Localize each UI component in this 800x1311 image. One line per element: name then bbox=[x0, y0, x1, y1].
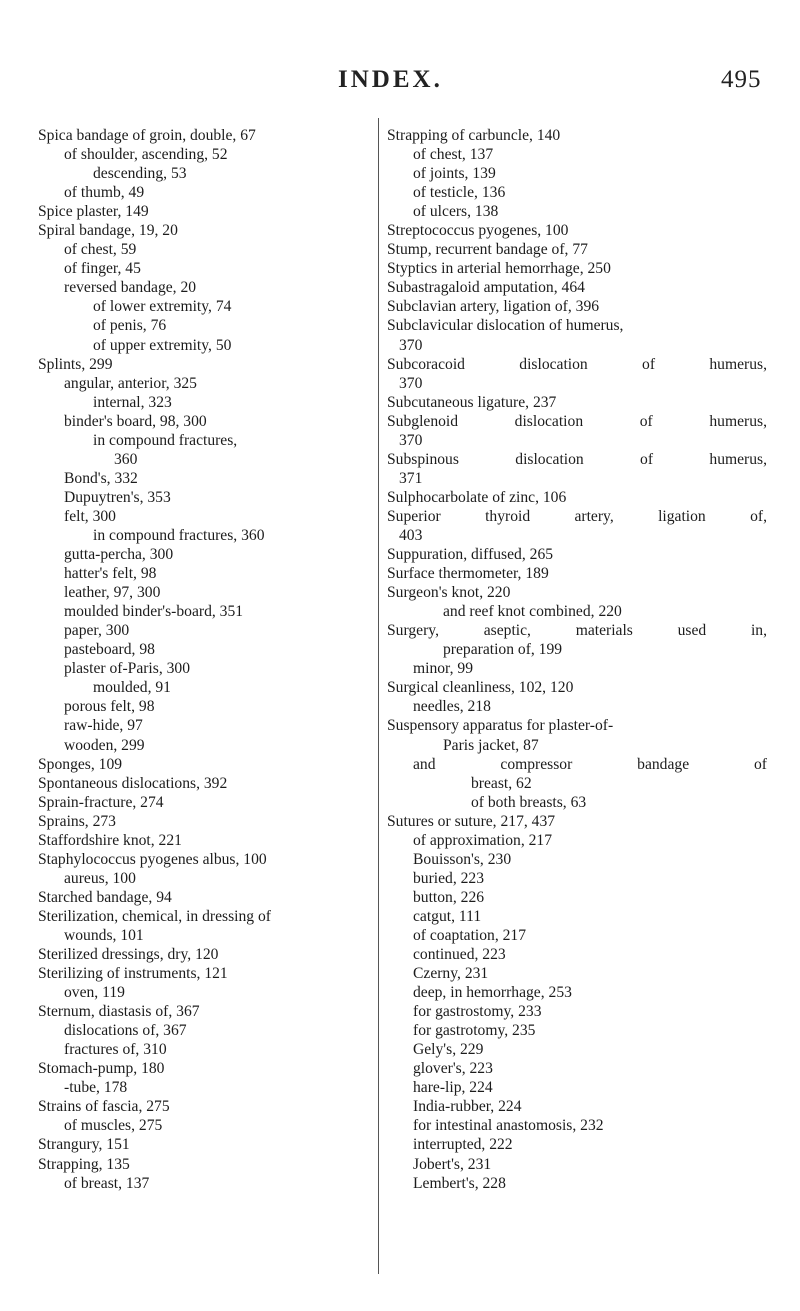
index-entry: Stump, recurrent bandage of, 77 bbox=[387, 241, 588, 259]
index-entry: of upper extremity, 50 bbox=[93, 336, 232, 354]
index-entry: Bond's, 332 bbox=[64, 469, 138, 487]
index-entry: Sprains, 273 bbox=[38, 812, 116, 830]
index-entry: reversed bandage, 20 bbox=[64, 279, 197, 297]
index-entry: paper, 300 bbox=[64, 622, 130, 640]
index-entry: Spice plaster, 149 bbox=[38, 203, 149, 221]
index-entry: Czerny, 231 bbox=[413, 965, 489, 983]
index-entry: Gely's, 229 bbox=[413, 1041, 484, 1059]
index-entry: glover's, 223 bbox=[413, 1060, 493, 1078]
index-entry: India-rubber, 224 bbox=[413, 1098, 522, 1116]
index-entry: Subclavian artery, ligation of, 396 bbox=[387, 298, 600, 316]
index-entry: in compound fractures, 360 bbox=[93, 526, 265, 544]
index-entry: Splints, 299 bbox=[38, 355, 113, 373]
index-entry: dislocations of, 367 bbox=[64, 1022, 187, 1040]
index-entry: descending, 53 bbox=[93, 165, 187, 183]
index-entry: oven, 119 bbox=[64, 984, 125, 1002]
index-entry: Subastragaloid amputation, 464 bbox=[387, 279, 585, 297]
index-entry: wounds, 101 bbox=[64, 926, 144, 944]
index-entry: Strapping of carbuncle, 140 bbox=[387, 127, 561, 144]
index-entry: plaster of-Paris, 300 bbox=[64, 660, 191, 678]
index-entry: -tube, 178 bbox=[64, 1079, 128, 1097]
index-entry: felt, 300 bbox=[64, 507, 116, 525]
index-entry: interrupted, 222 bbox=[413, 1136, 513, 1154]
index-entry: Sterilized dressings, dry, 120 bbox=[38, 946, 219, 964]
index-entry: 370 bbox=[399, 431, 423, 449]
index-entry: aureus, 100 bbox=[64, 869, 136, 887]
index-entry: Surgical cleanliness, 102, 120 bbox=[387, 679, 574, 697]
index-entry: Staphylococcus pyogenes albus, 100 bbox=[38, 850, 267, 868]
index-entry: Bouisson's, 230 bbox=[413, 850, 512, 868]
index-entry: Paris jacket, 87 bbox=[443, 736, 539, 754]
index-entry: Subspinous dislocation of humerus, bbox=[387, 450, 767, 468]
index-entry: Suspensory apparatus for plaster-of- bbox=[387, 717, 614, 735]
index-entry: of muscles, 275 bbox=[64, 1117, 163, 1135]
page-number: 495 bbox=[721, 66, 762, 93]
index-entry: Lembert's, 228 bbox=[413, 1174, 506, 1192]
index-entry: hatter's felt, 98 bbox=[64, 565, 157, 583]
index-entry: 360 bbox=[114, 450, 138, 468]
index-entry: pasteboard, 98 bbox=[64, 641, 155, 659]
index-entry: angular, anterior, 325 bbox=[64, 374, 197, 392]
index-entry: of testicle, 136 bbox=[413, 184, 506, 202]
index-entry: preparation of, 199 bbox=[443, 641, 563, 659]
index-entry: and compressor bandage of bbox=[413, 755, 767, 773]
index-entry: of breast, 137 bbox=[64, 1174, 150, 1192]
index-entry: Spontaneous dislocations, 392 bbox=[38, 774, 228, 792]
index-entry: wooden, 299 bbox=[64, 736, 145, 754]
index-entry: Subclavicular dislocation of humerus, bbox=[387, 317, 624, 335]
index-entry: buried, 223 bbox=[413, 869, 485, 887]
index-entry: of ulcers, 138 bbox=[413, 203, 499, 221]
index-entry: Suppuration, diffused, 265 bbox=[387, 546, 554, 564]
index-entry: minor, 99 bbox=[413, 660, 474, 678]
index-entry: Spiral bandage, 19, 20 bbox=[38, 222, 178, 240]
index-entry: Strapping, 135 bbox=[38, 1155, 130, 1173]
index-entry: raw-hide, 97 bbox=[64, 717, 143, 735]
index-entry: 403 bbox=[399, 526, 423, 544]
index-entry: Subglenoid dislocation of humerus, bbox=[387, 412, 767, 430]
index-entry: Sponges, 109 bbox=[38, 755, 123, 773]
index-entry: Dupuytren's, 353 bbox=[64, 488, 171, 506]
index-entry: for intestinal anastomosis, 232 bbox=[413, 1117, 604, 1135]
index-entry: hare-lip, 224 bbox=[413, 1079, 493, 1097]
index-entry: 371 bbox=[399, 469, 423, 487]
index-entry: of coaptation, 217 bbox=[413, 926, 527, 944]
index-entry: leather, 97, 300 bbox=[64, 584, 161, 602]
index-entry: Sterilization, chemical, in dressing of bbox=[38, 907, 271, 925]
index-entry: in compound fractures, bbox=[93, 431, 238, 449]
index-entry: continued, 223 bbox=[413, 946, 506, 964]
index-entry: Sprain-fracture, 274 bbox=[38, 793, 164, 811]
index-entry: Sternum, diastasis of, 367 bbox=[38, 1003, 200, 1021]
index-entry: Surgeon's knot, 220 bbox=[387, 584, 511, 602]
index-entry: of finger, 45 bbox=[64, 260, 141, 278]
index-entry: internal, 323 bbox=[93, 393, 172, 411]
index-entry: Sutures or suture, 217, 437 bbox=[387, 812, 556, 830]
index-entry: for gastrotomy, 235 bbox=[413, 1022, 536, 1040]
index-entry: Subcutaneous ligature, 237 bbox=[387, 393, 557, 411]
index-entry: catgut, 111 bbox=[413, 907, 482, 925]
index-entry: Styptics in arterial hemorrhage, 250 bbox=[387, 260, 611, 278]
index-entry: 370 bbox=[399, 374, 423, 392]
page-header bbox=[0, 66, 800, 96]
index-entry: button, 226 bbox=[413, 888, 485, 906]
index-entry: of chest, 137 bbox=[413, 146, 494, 164]
index-column-left bbox=[38, 126, 368, 1193]
index-entry: Subcoracoid dislocation of humerus, bbox=[387, 355, 767, 373]
index-entry: Sulphocarbolate of zinc, 106 bbox=[387, 488, 567, 506]
index-entry: of joints, 139 bbox=[413, 165, 496, 183]
index-entry: of approximation, 217 bbox=[413, 831, 553, 849]
index-entry: of thumb, 49 bbox=[64, 184, 145, 202]
index-entry: Starched bandage, 94 bbox=[38, 888, 172, 906]
index-entry: Sterilizing of instruments, 121 bbox=[38, 965, 228, 983]
index-entry: of shoulder, ascending, 52 bbox=[64, 146, 228, 164]
index-entry: moulded binder's-board, 351 bbox=[64, 603, 244, 621]
index-entry: of chest, 59 bbox=[64, 241, 137, 259]
index-entry: Strangury, 151 bbox=[38, 1136, 130, 1154]
index-entry: 370 bbox=[399, 336, 423, 354]
index-entry: breast, 62 bbox=[471, 774, 532, 792]
index-entry: gutta-percha, 300 bbox=[64, 546, 174, 564]
index-entry: Spica bandage of groin, double, 67 bbox=[38, 127, 256, 144]
index-entry: Superior thyroid artery, ligation of, bbox=[387, 507, 767, 525]
index-entry: Stomach-pump, 180 bbox=[38, 1060, 165, 1078]
index-entry: binder's board, 98, 300 bbox=[64, 412, 207, 430]
index-entry: of penis, 76 bbox=[93, 317, 167, 335]
index-entry: Streptococcus pyogenes, 100 bbox=[387, 222, 569, 240]
index-entry: moulded, 91 bbox=[93, 679, 171, 697]
index-entry: deep, in hemorrhage, 253 bbox=[413, 984, 572, 1002]
index-entry: fractures of, 310 bbox=[64, 1041, 167, 1059]
index-column-right bbox=[387, 126, 767, 1193]
index-entry: Jobert's, 231 bbox=[413, 1155, 492, 1173]
index-entry: needles, 218 bbox=[413, 698, 491, 716]
index-entry: Staffordshire knot, 221 bbox=[38, 831, 182, 849]
index-entry: for gastrostomy, 233 bbox=[413, 1003, 542, 1021]
index-entry: of both breasts, 63 bbox=[471, 793, 587, 811]
index-entry: Surgery, aseptic, materials used in, bbox=[387, 622, 767, 640]
index-entry: porous felt, 98 bbox=[64, 698, 155, 716]
index-entry: Surface thermometer, 189 bbox=[387, 565, 549, 583]
column-divider bbox=[378, 118, 379, 1274]
index-entry: and reef knot combined, 220 bbox=[443, 603, 622, 621]
index-entry: of lower extremity, 74 bbox=[93, 298, 232, 316]
running-head-title: INDEX. bbox=[338, 66, 443, 93]
index-entry: Strains of fascia, 275 bbox=[38, 1098, 170, 1116]
